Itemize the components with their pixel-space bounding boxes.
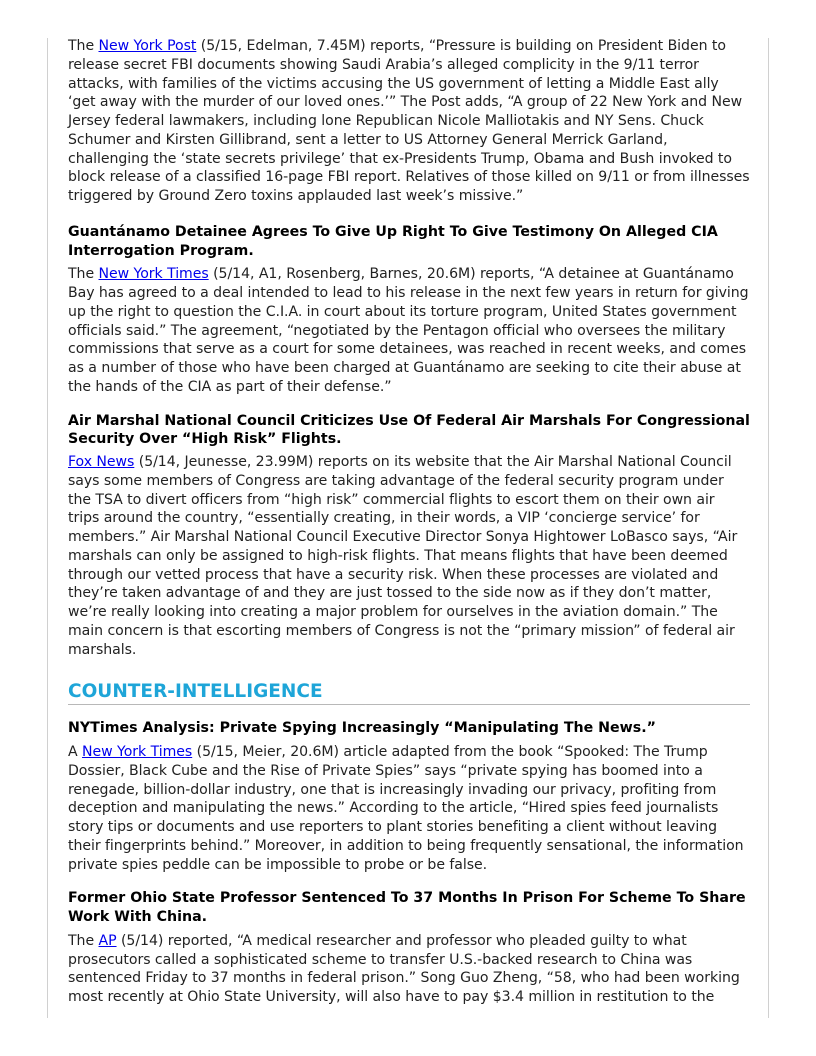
source-link-new-york-post[interactable]: New York Post bbox=[98, 38, 197, 54]
article-text: (5/15, Meier, 20.6M) article adapted from the book “Spooked: The Trump Dossier, Black Cube and the Rise of Private Spies” says “private spying has boomed into a renegade, billion-dollar industry, one that is increasingly invading our privacy, profiting from deception and manipulating the news.” According to the article, “Hired spies feed journalists story tips or documents and use reporters to plant stories benefiting a client without leaving their fingerprints behind.” Moreover, in addition to being frequently sensational, the information private spies peddle can be impossible to probe or be false. bbox=[68, 744, 744, 873]
article-headline: Guantánamo Detainee Agrees To Give Up Right To Give Testimony On Alleged CIA Interrogation Program. bbox=[68, 223, 718, 259]
article-intro: The bbox=[68, 932, 99, 949]
article-paragraph bbox=[68, 453, 750, 659]
page-right-rule bbox=[768, 38, 769, 1018]
article-text: (5/15, Edelman, 7.45M) reports, “Pressure is building on President Biden to release secret FBI documents showing Saudi Arabia’s alleged complicity in the 9/11 terror attacks, with families of the victims accusing the US government of letting a Middle East ally ‘get away with the murder of our loved ones.’” The Post adds, “A group of 22 New York and New Jersey federal lawmakers, including lone Republican Nicole Malliotakis and NY Sens. Chuck Schumer and Kirsten Gillibrand, sent a letter to US Attorney General Merrick Garland, challenging the ‘state secrets privilege’ that ex-Presidents Trump, Obama and Bush invoked to block release of a classified 16-page FBI report. Relatives of those killed on 9/11 or from illnesses triggered by Ground Zero toxins applauded last week’s missive.” bbox=[68, 38, 750, 204]
article-headline: Air Marshal National Council Criticizes Use Of Federal Air Marshals For Congressional Security Over “High Risk” Flights. bbox=[68, 412, 750, 448]
source-link-ap[interactable]: AP bbox=[98, 932, 117, 949]
source-link-new-york-times[interactable]: New York Times bbox=[82, 744, 193, 760]
article-text: (5/14) reported, “A medical researcher and professor who pleaded guilty to what prosecutors called a sophisticated scheme to transfer U.S.-backed research to China was sentenced Friday to 37 months in federal prison.” Song Guo Zheng, “58, who had been working most recently at Ohio State University, will also have to pay $3.4 million in restitution to the bbox=[68, 932, 740, 1005]
article-headline: NYTimes Analysis: Private Spying Increasingly “Manipulating The News.” bbox=[68, 720, 656, 737]
source-link-fox-news[interactable]: Fox News bbox=[68, 454, 135, 470]
article-text: (5/14, A1, Rosenberg, Barnes, 20.6M) reports, “A detainee at Guantánamo Bay has agreed to a deal intended to lead to his release in the next few years in return for giving up the right to question the C.I.A. in court about its torture program, United States government officials said.” The agreement, “negotiated by the Pentagon official who oversees the military commissions that serve as a court for some detainees, was reached in recent weeks, and comes as a number of those who have been charged at Guantánamo are seeking to cite their abuse at the hands of the CIA as part of their defense.” bbox=[68, 266, 749, 395]
source-link-new-york-times[interactable]: New York Times bbox=[98, 266, 209, 283]
article-headline: Former Ohio State Professor Sentenced To 37 Months In Prison For Scheme To Share Work With China. bbox=[68, 890, 746, 925]
article-intro: A bbox=[68, 744, 83, 760]
article-paragraph bbox=[68, 265, 750, 396]
page-left-rule bbox=[47, 38, 48, 1018]
article-text: (5/14, Jeunesse, 23.99M) reports on its website that the Air Marshal National Council says some members of Congress are taking advantage of the federal security program under the TSA to divert officers from “high risk” commercial flights to escort them on their own air trips around the country, “essentially creating, in their words, a VIP ‘concierge service’ for members.” Air Marshal National Council Executive Director Sonya Hightower LoBasco says, “Air marshals can only be assigned to high-risk flights. That means flights that have been deemed through our vetted process that have a security risk. When these processes are violated and they’re taken advantage of and they are just tossed to the side now as if they don’t matter, we’re really looking into creating a major problem for ourselves in the aviation domain.” The main concern is that escorting members of Congress is not the “primary mission” of federal air marshals. bbox=[68, 454, 738, 658]
article-paragraph bbox=[68, 743, 750, 874]
article-paragraph bbox=[68, 37, 750, 206]
section-title: COUNTER-INTELLIGENCE bbox=[68, 681, 750, 705]
article-intro: The bbox=[68, 38, 99, 54]
article-paragraph bbox=[68, 932, 750, 1007]
article-intro: The bbox=[68, 266, 99, 283]
document-body bbox=[68, 37, 750, 1007]
